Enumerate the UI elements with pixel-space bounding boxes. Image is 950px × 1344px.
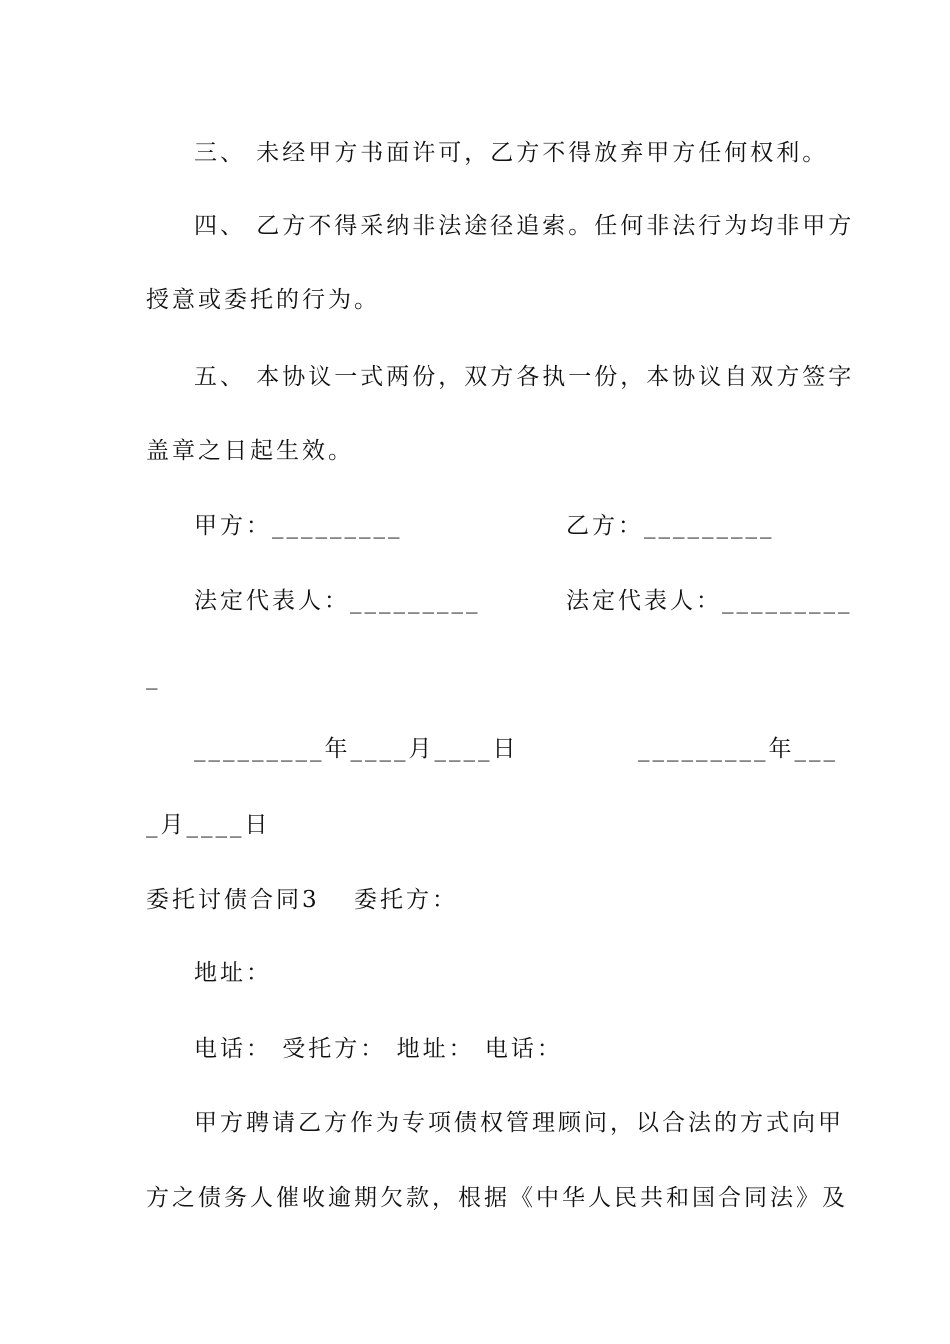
body-line-1: 甲方聘请乙方作为专项债权管理顾问，以合法的方式向甲 bbox=[194, 1110, 844, 1136]
party-a-representative: 法定代表人：_________ bbox=[194, 588, 481, 614]
party-b-representative: 法定代表人：_________ bbox=[566, 588, 853, 614]
party-b-date-line-1: _________年___ bbox=[638, 736, 838, 762]
contacts-line: 电话： 受托方： 地址： 电话： bbox=[194, 1036, 563, 1062]
clause-5-line-2: 盖章之日起生效。 bbox=[146, 438, 354, 464]
clause-4-line-2: 授意或委托的行为。 bbox=[146, 287, 380, 313]
clause-4-line-1: 四、 乙方不得采纳非法途径追索。任何非法行为均非甲方 bbox=[194, 213, 855, 239]
body-line-2: 方之债务人催收逾期欠款，根据《中华人民共和国合同法》及 bbox=[146, 1185, 848, 1211]
client-label: 委托方： bbox=[354, 887, 458, 913]
clause-3: 三、 未经甲方书面许可，乙方不得放弃甲方任何权利。 bbox=[194, 140, 829, 166]
party-a-signature: 甲方：_________ bbox=[194, 513, 403, 539]
contract-title: 委托讨债合同3 bbox=[146, 887, 320, 913]
party-a-date: _________年____月____日 bbox=[194, 736, 519, 762]
party-b-date-line-2: _月____日 bbox=[146, 812, 271, 838]
party-b-signature: 乙方：_________ bbox=[566, 513, 775, 539]
party-b-representative-continued: _ bbox=[146, 664, 161, 690]
address-label: 地址： bbox=[194, 960, 272, 986]
clause-5-line-1: 五、 本协议一式两份，双方各执一份，本协议自双方签字 bbox=[194, 364, 855, 390]
